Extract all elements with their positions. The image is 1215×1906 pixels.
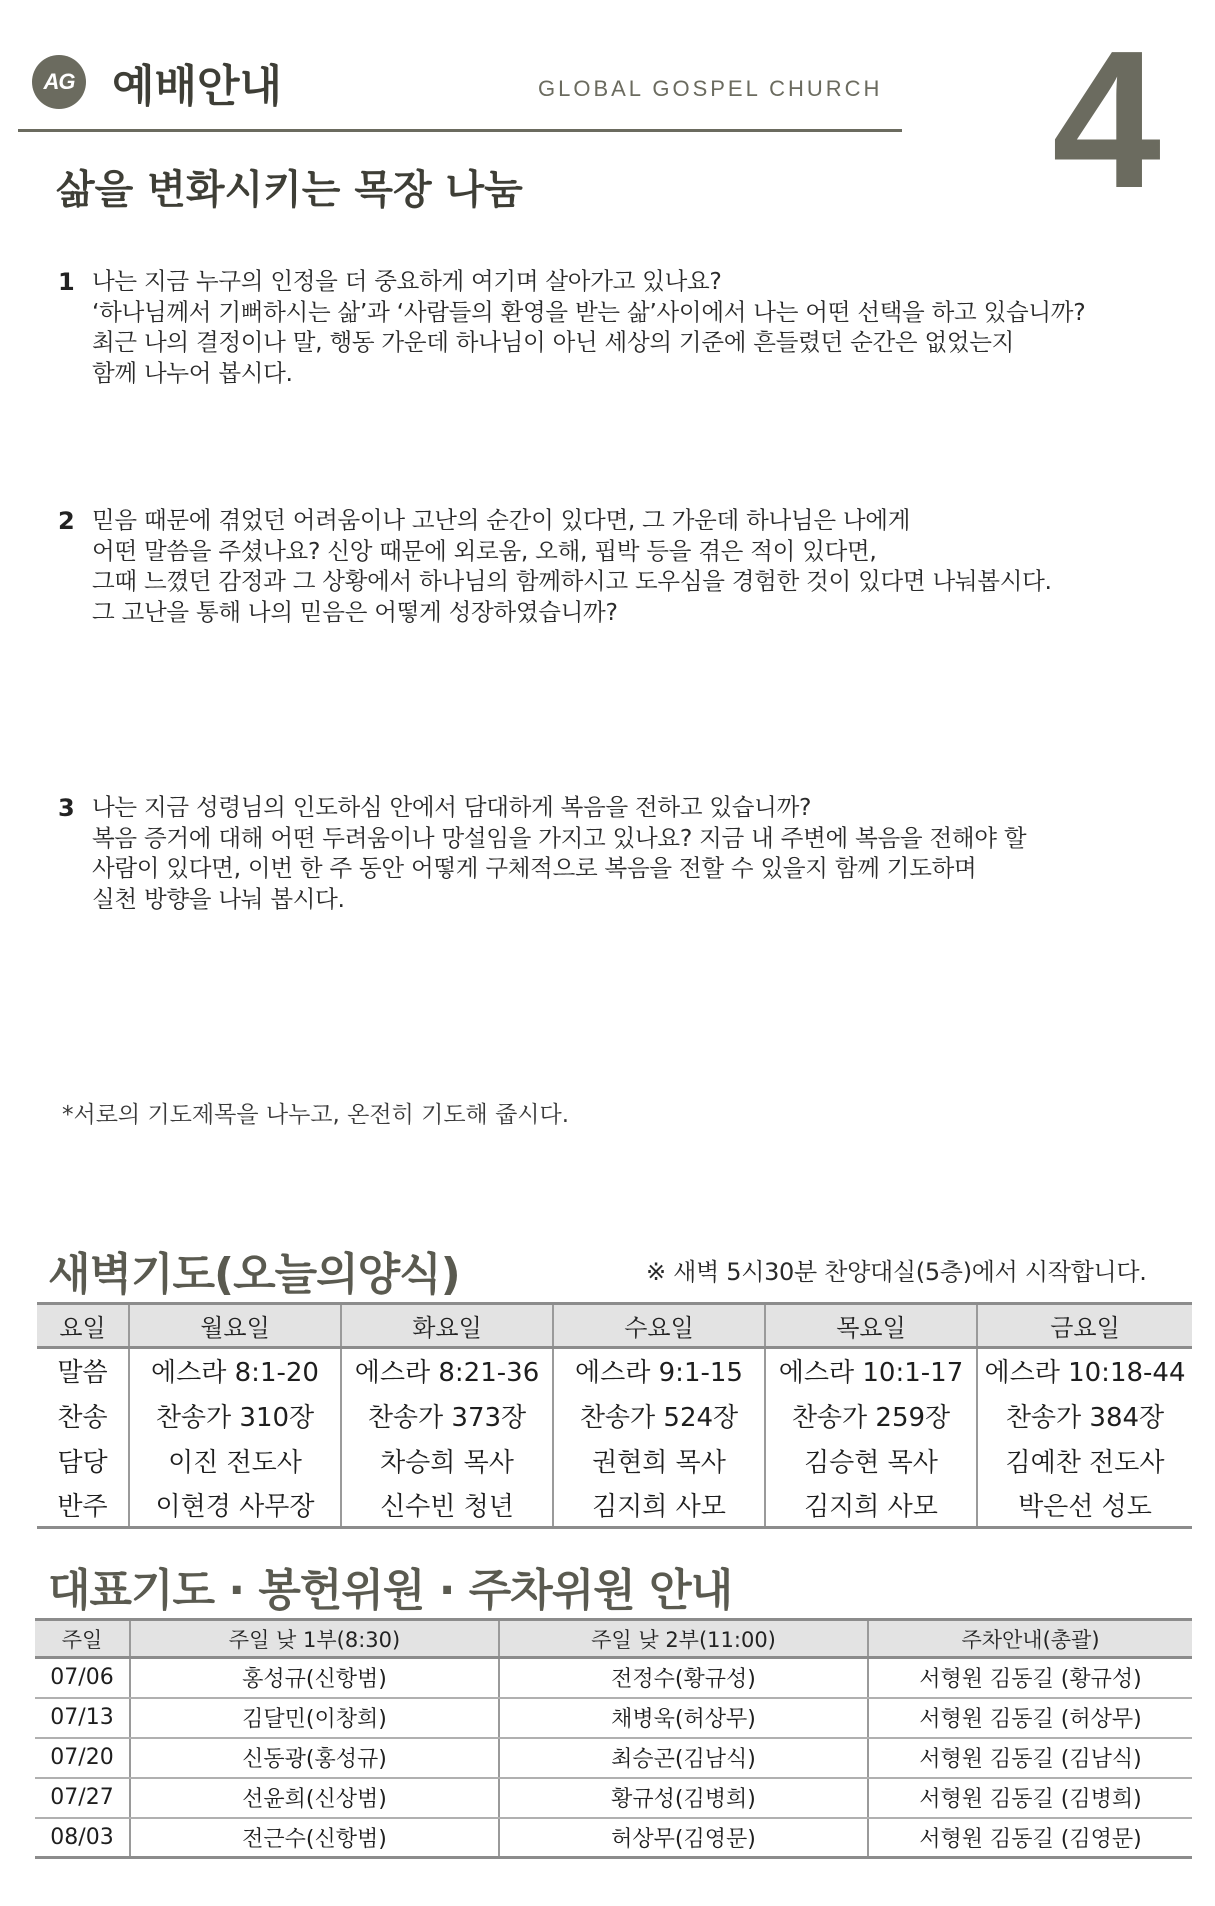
table-cell: 황규성(김병희) — [499, 1778, 868, 1818]
question-line: 그때 느꼈던 감정과 그 상황에서 하나님의 함께하시고 도우심을 경험한 것이 있다면 나눠봅시다. — [92, 567, 1052, 595]
question-line: ‘하나님께서 기뻐하시는 삶’과 ‘사람들의 환영을 받는 삶’사이에서 나는 어떤 선택을 하고 있습니까? — [92, 297, 1086, 326]
church-name: GLOBAL GOSPEL CHURCH — [538, 76, 883, 101]
dawn-prayer-table — [37, 1302, 1192, 1529]
representative-prayer-table — [35, 1618, 1192, 1859]
church-logo: AG — [32, 55, 86, 109]
row-label: 반주 — [37, 1483, 129, 1528]
table-header-row — [37, 1304, 1192, 1348]
table-cell: 서형원 김동길 (김영문) — [868, 1818, 1192, 1858]
table-row — [37, 1438, 1192, 1483]
table-row — [35, 1658, 1192, 1698]
table-cell: 찬송가 384장 — [977, 1393, 1192, 1438]
dawn-prayer-notice: ※ 새벽 5시30분 찬양대실(5층)에서 시작합니다. — [646, 1258, 1147, 1286]
table-cell: 최승곤(김남식) — [499, 1738, 868, 1778]
table-cell: 찬송가 310장 — [129, 1393, 341, 1438]
table-cell: 이진 전도사 — [129, 1438, 341, 1483]
table-cell: 찬송가 373장 — [341, 1393, 553, 1438]
table-row — [35, 1738, 1192, 1778]
section-title: 삶을 변화시키는 목장 나눔 — [56, 167, 523, 213]
table-cell: 에스라 10:18-44 — [977, 1348, 1192, 1393]
table-cell: 김지희 사모 — [765, 1483, 977, 1528]
table-cell: 신동광(홍성규) — [130, 1738, 499, 1778]
table-cell: 찬송가 524장 — [553, 1393, 765, 1438]
question-line: 사람이 있다면, 이번 한 주 동안 어떻게 구체적으로 복음을 전할 수 있을지 함께 기도하며 — [92, 854, 977, 882]
table-cell: 이현경 사무장 — [129, 1483, 341, 1528]
table-cell: 채병욱(허상무) — [499, 1698, 868, 1738]
column-header: 목요일 — [765, 1304, 977, 1348]
table-cell: 차승희 목사 — [341, 1438, 553, 1483]
question-line: 믿음 때문에 겪었던 어려움이나 고난의 순간이 있다면, 그 가운데 하나님은 나에게 — [92, 506, 911, 534]
table-cell: 허상무(김영문) — [499, 1818, 868, 1858]
question-line: 어떤 말씀을 주셨나요? 신앙 때문에 외로움, 오해, 핍박 등을 겪은 적이 있다면, — [92, 536, 877, 565]
row-label: 찬송 — [57, 1402, 108, 1433]
question-line: 복음 증거에 대해 어떤 두려움이나 망설임을 가지고 있나요? 지금 내 주변에 복음을 전해야 할 — [92, 823, 1027, 852]
column-header: 주차안내(총괄) — [868, 1620, 1192, 1658]
table-cell: 서형원 김동길 (김남식) — [868, 1738, 1192, 1778]
table-row — [35, 1698, 1192, 1738]
column-header: 금요일 — [977, 1304, 1192, 1348]
question-line: 나는 지금 누구의 인정을 더 중요하게 여기며 살아가고 있나요? — [92, 267, 722, 295]
table-cell: 김지희 사모 — [553, 1483, 765, 1528]
table-cell: 에스라 10:1-17 — [765, 1348, 977, 1393]
table-cell: 신수빈 청년 — [341, 1483, 553, 1528]
table-header-row — [35, 1620, 1192, 1658]
table-cell: 박은선 성도 — [977, 1483, 1192, 1528]
representative-prayer-title: 대표기도 · 봉헌위원 · 주차위원 안내 — [48, 1565, 733, 1616]
row-label: 담당 — [57, 1447, 108, 1478]
header-title: 예배안내 — [112, 61, 283, 112]
question-number: 2 — [58, 507, 75, 535]
question-line: 실천 방향을 나눠 봅시다. — [92, 884, 345, 913]
prayer-note: *서로의 기도제목을 나누고, 온전히 기도해 줍시다. — [62, 1102, 570, 1128]
table-row — [37, 1393, 1192, 1438]
date-cell: 07/20 — [35, 1738, 130, 1778]
column-header: 주일 낮 1부(8:30) — [130, 1620, 499, 1658]
header-divider — [18, 129, 902, 132]
table-cell: 에스라 8:1-20 — [129, 1348, 341, 1393]
question-line: 함께 나누어 봅시다. — [92, 358, 293, 387]
table-row — [37, 1348, 1192, 1393]
column-header: 요일 — [37, 1304, 129, 1348]
table-cell: 김예찬 전도사 — [977, 1438, 1192, 1483]
table-cell: 서형원 김동길 (김병희) — [868, 1778, 1192, 1818]
date-cell: 07/06 — [35, 1658, 130, 1698]
question-line: 최근 나의 결정이나 말, 행동 가운데 하나님이 아닌 세상의 기준에 흔들렸던 순간은 없었는지 — [92, 328, 1015, 356]
column-header: 화요일 — [341, 1304, 553, 1348]
table-cell: 서형원 김동길 (허상무) — [868, 1698, 1192, 1738]
column-header: 주일 낮 2부(11:00) — [499, 1620, 868, 1658]
page-number: 4 — [1052, 10, 1162, 229]
table-cell: 권현희 목사 — [553, 1438, 765, 1483]
dawn-prayer-title: 새벽기도(오늘의양식) — [48, 1249, 460, 1300]
table-cell: 김달민(이창희) — [130, 1698, 499, 1738]
column-header: 주일 — [35, 1620, 130, 1658]
question-line: 그 고난을 통해 나의 믿음은 어떻게 성장하였습니까? — [92, 597, 618, 626]
question-line: 나는 지금 성령님의 인도하심 안에서 담대하게 복음을 전하고 있습니까? — [92, 793, 812, 821]
table-cell: 찬송가 259장 — [765, 1393, 977, 1438]
column-header: 수요일 — [553, 1304, 765, 1348]
table-cell: 전정수(황규성) — [499, 1658, 868, 1698]
date-cell: 07/13 — [35, 1698, 130, 1738]
table-cell: 에스라 9:1-15 — [553, 1348, 765, 1393]
table-cell: 전근수(신항범) — [130, 1818, 499, 1858]
table-cell: 홍성규(신항범) — [130, 1658, 499, 1698]
date-cell: 08/03 — [35, 1818, 130, 1858]
table-row — [35, 1778, 1192, 1818]
row-label: 말씀 — [57, 1358, 108, 1389]
table-row — [35, 1818, 1192, 1858]
table-cell: 서형원 김동길 (황규성) — [868, 1658, 1192, 1698]
table-cell: 선윤희(신상범) — [130, 1778, 499, 1818]
table-cell: 김승현 목사 — [765, 1438, 977, 1483]
table-row — [37, 1483, 1192, 1528]
date-cell: 07/27 — [35, 1778, 130, 1818]
column-header: 월요일 — [129, 1304, 341, 1348]
question-number: 1 — [58, 268, 75, 296]
table-cell: 에스라 8:21-36 — [341, 1348, 553, 1393]
question-number: 3 — [58, 794, 75, 822]
